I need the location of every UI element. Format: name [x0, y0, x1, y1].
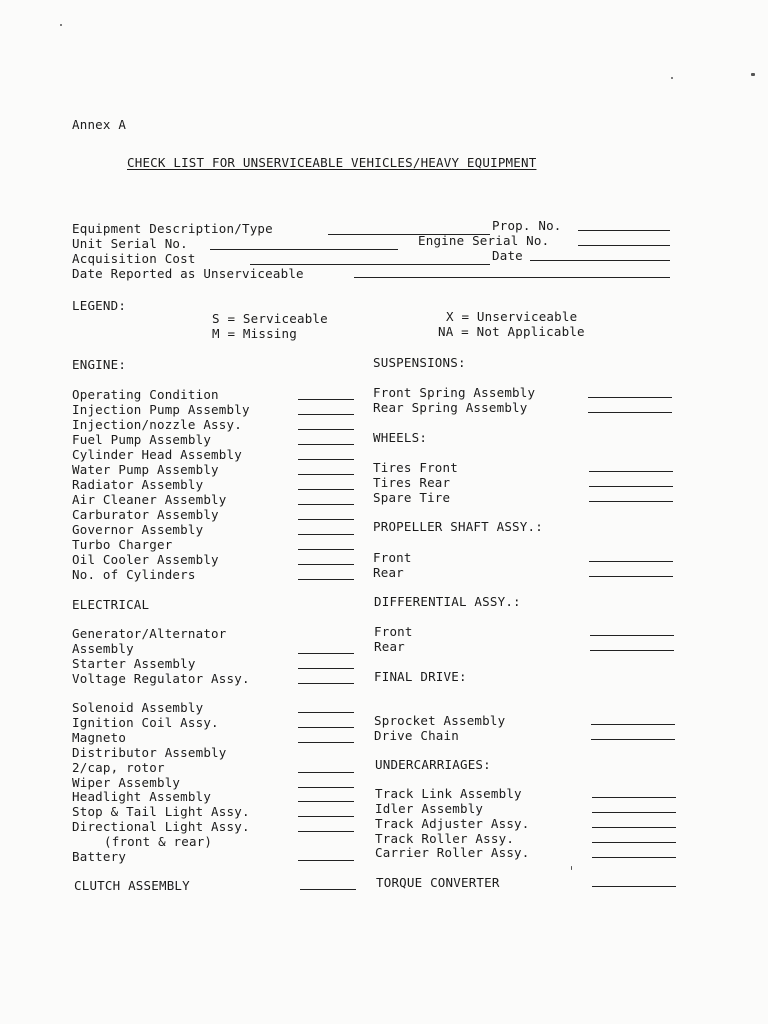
undercarriages-item: Carrier Roller Assy. [375, 845, 530, 860]
electrical-item-blank[interactable] [298, 727, 354, 728]
undercarriages-heading: UNDERCARRIAGES: [375, 757, 491, 772]
wheels-item: Tires Rear [373, 475, 451, 490]
differential-item: Front [374, 624, 413, 639]
scan-speck [671, 77, 673, 79]
undercarriages-item-blank[interactable] [592, 842, 676, 843]
engine-item: Oil Cooler Assembly [72, 552, 219, 567]
engine-item: Carburator Assembly [72, 507, 219, 522]
annex-label: Annex A [72, 117, 127, 132]
electrical-item-blank[interactable] [298, 816, 354, 817]
engine-item-blank[interactable] [298, 549, 354, 550]
date-field[interactable] [530, 260, 670, 261]
acquisition-cost-field[interactable] [250, 264, 490, 265]
electrical-item-blank[interactable] [298, 787, 354, 788]
engine-item-blank[interactable] [298, 564, 354, 565]
legend-not-applicable: NA = Not Applicable [438, 324, 585, 339]
electrical-item: Generator/Alternator [72, 626, 227, 641]
electrical-item: Magneto [72, 730, 127, 745]
electrical-item: Ignition Coil Assy. [72, 715, 219, 730]
engine-item: Injection/nozzle Assy. [72, 417, 242, 432]
form-title: CHECK LIST FOR UNSERVICEABLE VEHICLES/HEAVY EQUIPMENT [127, 155, 537, 170]
legend-unserviceable: X = Unserviceable [446, 309, 578, 324]
final-drive-heading: FINAL DRIVE: [374, 669, 467, 684]
scan-speck [751, 73, 755, 76]
acquisition-cost-label: Acquisition Cost [72, 251, 196, 266]
electrical-item-blank[interactable] [298, 860, 354, 861]
engine-serial-field[interactable] [578, 245, 670, 246]
electrical-item: Starter Assembly [72, 656, 196, 671]
electrical-item: Headlight Assembly [72, 789, 212, 804]
electrical-item: Wiper Assembly [72, 775, 181, 790]
engine-item: Operating Condition [72, 387, 219, 402]
engine-item: Air Cleaner Assembly [72, 492, 227, 507]
engine-serial-label: Engine Serial No. [418, 233, 550, 248]
engine-item-blank[interactable] [298, 489, 354, 490]
engine-item: Turbo Charger [72, 537, 173, 552]
undercarriages-item-blank[interactable] [592, 857, 676, 858]
electrical-item: Stop & Tail Light Assy. [72, 804, 250, 819]
suspensions-item-blank[interactable] [588, 412, 672, 413]
clutch-assembly-blank[interactable] [300, 889, 356, 890]
unit-serial-label: Unit Serial No. [72, 236, 188, 251]
differential-item-blank[interactable] [590, 650, 674, 651]
undercarriages-item: Track Link Assembly [375, 786, 522, 801]
engine-item: Governor Assembly [72, 522, 204, 537]
engine-item-blank[interactable] [298, 459, 354, 460]
electrical-item: (front & rear) [104, 834, 213, 849]
undercarriages-item-blank[interactable] [592, 812, 676, 813]
engine-item-blank[interactable] [298, 534, 354, 535]
electrical-item-blank[interactable] [298, 801, 354, 802]
undercarriages-item: Idler Assembly [375, 801, 484, 816]
engine-item-blank[interactable] [298, 414, 354, 415]
propeller-item: Rear [373, 565, 404, 580]
engine-item: Water Pump Assembly [72, 462, 219, 477]
undercarriages-item-blank[interactable] [592, 797, 676, 798]
scan-speck [571, 866, 572, 870]
electrical-item-blank[interactable] [298, 831, 354, 832]
propeller-item-blank[interactable] [589, 561, 673, 562]
differential-heading: DIFFERENTIAL ASSY.: [374, 594, 521, 609]
electrical-item: Solenoid Assembly [72, 700, 204, 715]
unit-serial-field[interactable] [210, 249, 398, 250]
electrical-heading: ELECTRICAL [72, 597, 150, 612]
electrical-item-blank[interactable] [298, 742, 354, 743]
engine-item-blank[interactable] [298, 519, 354, 520]
engine-item: Fuel Pump Assembly [72, 432, 212, 447]
wheels-item-blank[interactable] [589, 486, 673, 487]
differential-item-blank[interactable] [590, 635, 674, 636]
final-drive-item: Sprocket Assembly [374, 713, 506, 728]
undercarriages-item-blank[interactable] [592, 827, 676, 828]
wheels-item: Tires Front [373, 460, 458, 475]
final-drive-item-blank[interactable] [591, 724, 675, 725]
electrical-item-blank[interactable] [298, 653, 354, 654]
wheels-item-blank[interactable] [589, 501, 673, 502]
date-label: Date [492, 248, 523, 263]
electrical-item: Voltage Regulator Assy. [72, 671, 250, 686]
legend-serviceable: S = Serviceable [212, 311, 328, 326]
propeller-item: Front [373, 550, 412, 565]
torque-converter-blank[interactable] [592, 886, 676, 887]
suspensions-heading: SUSPENSIONS: [373, 355, 466, 370]
wheels-heading: WHEELS: [373, 430, 428, 445]
suspensions-item: Front Spring Assembly [373, 385, 536, 400]
undercarriages-item: Track Roller Assy. [375, 831, 515, 846]
date-reported-label: Date Reported as Unserviceable [72, 266, 304, 281]
electrical-item: 2/cap, rotor [72, 760, 165, 775]
differential-item: Rear [374, 639, 405, 654]
electrical-item-blank[interactable] [298, 712, 354, 713]
suspensions-item: Rear Spring Assembly [373, 400, 528, 415]
engine-heading: ENGINE: [72, 357, 127, 372]
engine-item-blank[interactable] [298, 429, 354, 430]
prop-no-field[interactable] [578, 230, 670, 231]
engine-item-blank[interactable] [298, 399, 354, 400]
final-drive-item: Drive Chain [374, 728, 459, 743]
engine-item: Injection Pump Assembly [72, 402, 250, 417]
electrical-item-blank[interactable] [298, 668, 354, 669]
legend-label: LEGEND: [72, 298, 127, 313]
propeller-item-blank[interactable] [589, 576, 673, 577]
engine-item: Radiator Assembly [72, 477, 204, 492]
suspensions-item-blank[interactable] [588, 397, 672, 398]
engine-item: Cylinder Head Assembly [72, 447, 242, 462]
engine-item-blank[interactable] [298, 474, 354, 475]
clutch-assembly-label: CLUTCH ASSEMBLY [74, 878, 190, 893]
equipment-description-label: Equipment Description/Type [72, 221, 273, 236]
electrical-item-blank[interactable] [298, 683, 354, 684]
scan-speck [60, 24, 62, 26]
engine-item-blank[interactable] [298, 444, 354, 445]
undercarriages-item: Track Adjuster Assy. [375, 816, 530, 831]
engine-item-blank[interactable] [298, 579, 354, 580]
electrical-item: Assembly [72, 641, 134, 656]
date-reported-field[interactable] [354, 277, 670, 278]
electrical-item-blank[interactable] [298, 772, 354, 773]
wheels-item: Spare Tire [373, 490, 451, 505]
wheels-item-blank[interactable] [589, 471, 673, 472]
electrical-item: Battery [72, 849, 127, 864]
prop-no-label: Prop. No. [492, 218, 562, 233]
propeller-heading: PROPELLER SHAFT ASSY.: [373, 519, 543, 534]
engine-item-blank[interactable] [298, 504, 354, 505]
final-drive-item-blank[interactable] [591, 739, 675, 740]
electrical-item: Distributor Assembly [72, 745, 227, 760]
electrical-item: Directional Light Assy. [72, 819, 250, 834]
torque-converter-label: TORQUE CONVERTER [376, 875, 500, 890]
engine-item: No. of Cylinders [72, 567, 196, 582]
legend-missing: M = Missing [212, 326, 297, 341]
